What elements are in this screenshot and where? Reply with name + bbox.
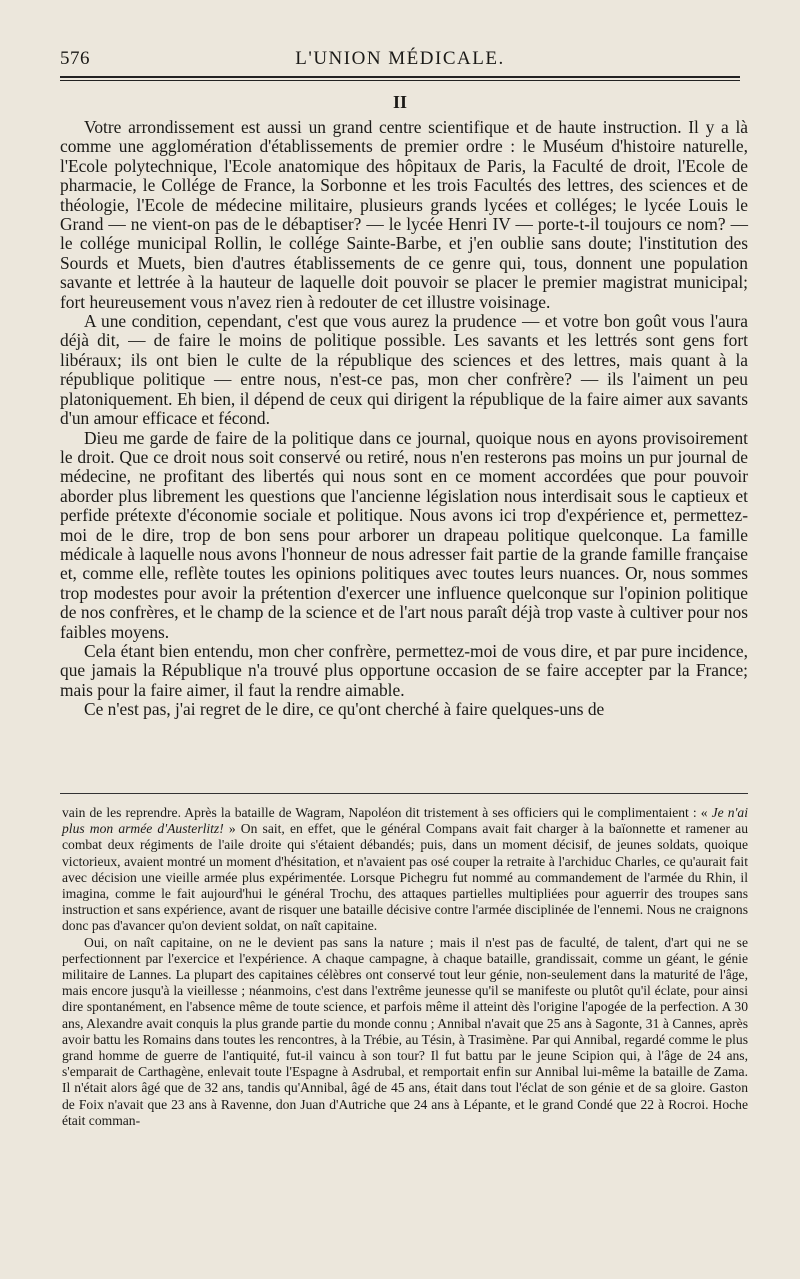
body-paragraph: A une condition, cependant, c'est que vous aurez la prudence — et votre bon goût vous l'aura déjà dit, — de faire le moins de politique possible. Les savants et les lettrés sont gens fort libéraux; ils ont bien le culte de la république des sciences et des lettres, mais quant à la république politique — entre nous, n'est-ce pas, mon cher confrère? — ils l'aiment un peu platoniquement. Eh bien, il dépend de ceux qui dirigent la république de la faire aimer aux savants d'un amour efficace et fécond. (60, 311, 748, 429)
body-paragraph: Cela étant bien entendu, mon cher confrère, permettez-moi de vous dire, et par pure incidence, que jamais la République n'a trouvé plus opportune occasion de se faire accepter par la France; mais pour la faire aimer, il faut la rendre aimable. (60, 640, 748, 700)
article-body (60, 118, 748, 720)
page-header (60, 48, 740, 74)
footnote-paragraph (62, 805, 748, 935)
footnote (62, 805, 748, 1129)
footnote-text-start: vain de les reprendre. Après la bataille de Wagram, Napoléon dit tristement à ses officiers qui le complimentaient : « (62, 805, 712, 820)
header-rule (60, 76, 740, 81)
footnote-text-continued: » On sait, en effet, que le général Compans avait fait charger à la baïonnette et ramener au combat deux régiments de l'aile droite qui s'étaient débandés; puis, dans un moment décisif, de jeunes soldats, quoique victorieux, avaient montré un moment d'hésitation, et n'avaient pas osé couper la retraite à l'archiduc Charles, ce qu'aurait fait avec décision une vieille armée plus expérimentée. Lorsque Pichegru fut nommé au commandement de l'armée du Rhin, il imagina, comme le fait aujourd'hui le général Trochu, des attaques partielles multipliées pour aguerrir des troupes sans instruction et sans expérience, avant de risquer une bataille décisive contre l'armée disciplinée de l'ennemi. Nous ne craignons donc pas d'avancer qu'on devient soldat, on naît capitaine. (62, 821, 748, 934)
footnote-quote: Je n'ai plus mon armée d'Austerlitz! (62, 805, 748, 837)
footnote-paragraph: Oui, on naît capitaine, on ne le devient pas sans la nature ; mais il n'est pas de faculté, de talent, d'art qui ne se perfectionnent par l'exercice et l'expérience. A chaque campagne, à chaque bataille, grandissait, comme un géant, le génie militaire de Lannes. La plupart des capitaines célèbres ont conservé tout leur génie, non-seulement dans la maturité de l'âge, mais encore jusqu'à la vieillesse ; néanmoins, c'est dans l'extrême jeunesse qu'il se manifeste ou plutôt qu'il éclate, pour ainsi dire spontanément, en l'absence même de toute science, et parfois même il atteint dès l'origine l'apogée de la perfection. A 30 ans, Alexandre avait conquis la plus grande partie du monde connu ; Annibal n'avait que 25 ans à Sagonte, 31 à Cannes, après avoir battu les Romains dans toutes les rencontres, à la Trébie, au Tésin, à Trasimène. Par qui Annibal, regardé comme le plus grand homme de guerre de l'antiquité, fut-il vaincu à son tour? Il fut battu par le jeune Scipion qui, à l'âge de 24 ans, s'emparait de Carthagène, enlevait toute l'Espagne à Asdrubal, et remportait enfin sur Annibal lui-même la bataille de Zama. Il n'était alors âgé que de 32 ans, tandis qu'Annibal, âgé de 45 ans, était dans tout l'éclat de son génie et de sa gloire. Gaston de Foix n'avait que 23 ans à Ravenne, don Juan d'Autriche que 24 ans à Lépante, et le grand Condé que 22 à Rocroi. Hoche était comman- (62, 934, 748, 1128)
body-paragraph: Dieu me garde de faire de la politique dans ce journal, quoique nous en ayons provisoirement le droit. Que ce droit nous soit conservé ou retiré, nous n'en resterons pas moins un pur journal de médecine, ne profitant des libertés qui nous sont en ce moment accordées que pour pouvoir aborder plus librement les questions que l'ancienne législation nous interdisait sous le captieux et perfide prétexte d'économie sociale et politique. Nous avons ici trop d'expérience et, permettez-moi de le dire, trop de bon sens pour arborer un drapeau politique quelconque. La famille médicale à laquelle nous avons l'honneur de nous adresser fait partie de la grande famille française et, comme elle, reflète toutes les opinions politiques avec toutes leurs nuances. Or, nous sommes trop modestes pour avoir la prétention d'exercer une influence quelconque sur l'opinion politique de nos confrères, et le champ de la science et de l'art nous paraît déjà trop vaste à cultiver pour nos faibles moyens. (60, 427, 748, 642)
running-head: L'UNION MÉDICALE. (295, 48, 505, 69)
page-number: 576 (60, 48, 90, 69)
section-numeral: II (392, 92, 407, 112)
footnote-rule (60, 793, 748, 794)
body-paragraph: Ce n'est pas, j'ai regret de le dire, ce qu'ont cherché à faire quelques-uns de (84, 699, 605, 720)
body-paragraph: Votre arrondissement est aussi un grand centre scientifique et de haute instruction. Il y a là comme une agglomération d'établissements de premier ordre : le Muséum d'histoire naturelle, l'Ecole polytechnique, l'Ecole anatomique des hôpitaux de Paris, la Faculté de droit, l'Ecole de pharmacie, le Collége de France, la Sorbonne et les trois Facultés des lettres, des sciences et de théologie, l'Ecole de médecine militaire, plusieurs grands lycées et colléges; le lycée Louis le Grand — ne vient-on pas de le débaptiser? — le lycée Henri IV — porte-t-il toujours ce nom? — le collége municipal Rollin, le collége Sainte-Barbe, et j'en oublie sans doute; l'institution des Sourds et Muets, bien d'autres établissements de ce genre qui, tous, donnent une population savante et lettrée à la hauteur de laquelle doit pouvoir se placer le premier magistrat municipal; fort heureusement vous n'avez rien à redouter de cet illustre voisinage. (60, 117, 748, 312)
